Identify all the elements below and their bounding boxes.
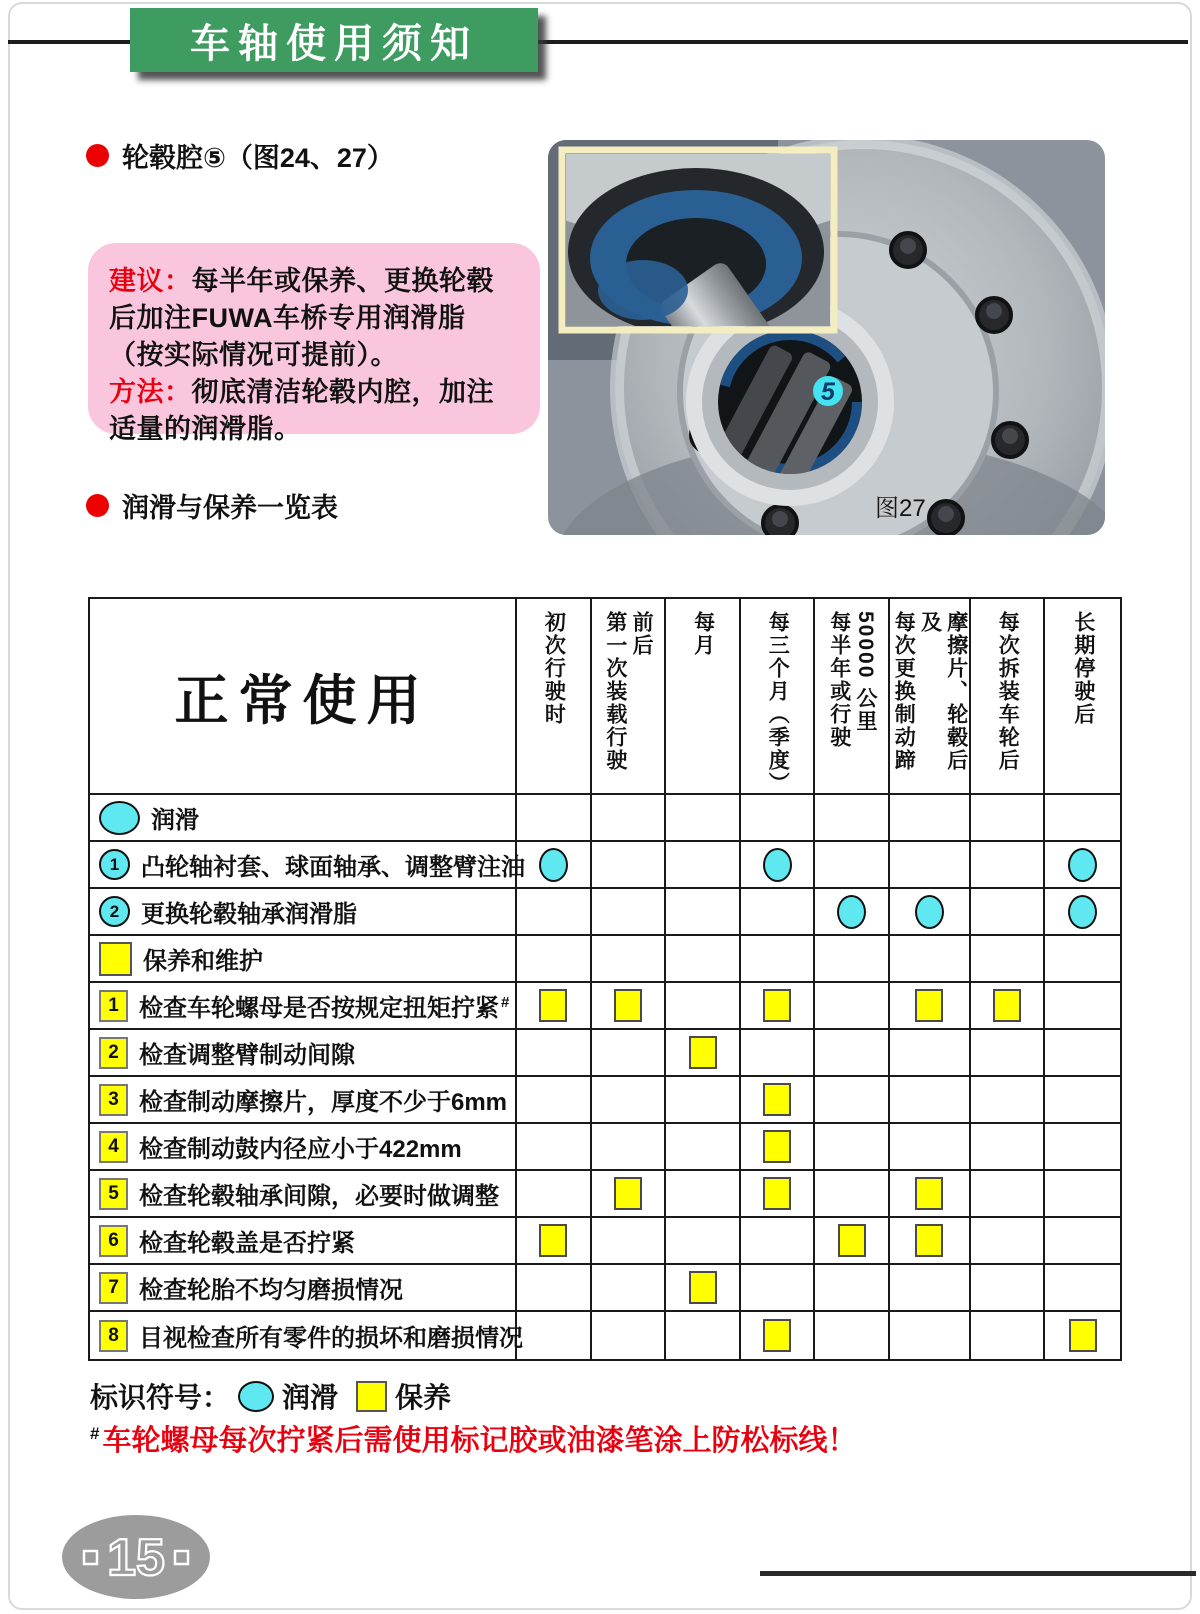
table-row-label bbox=[90, 889, 517, 936]
table-mark-cell bbox=[815, 983, 890, 1030]
column-header bbox=[517, 599, 592, 795]
table-mark-cell bbox=[815, 1030, 890, 1077]
table-mark-cell bbox=[815, 1124, 890, 1171]
numbered-square-icon: 6 bbox=[99, 1225, 128, 1257]
lubrication-mark bbox=[539, 848, 568, 882]
advice-label: 建议： bbox=[109, 266, 192, 296]
lubrication-mark bbox=[915, 895, 944, 929]
advice-paragraph bbox=[109, 263, 519, 374]
row-label-text: 检查制动鼓内径应小于422mm bbox=[139, 1136, 462, 1163]
table-mark-cell bbox=[1045, 795, 1120, 842]
table-mark-cell bbox=[741, 795, 816, 842]
table-mark-cell bbox=[971, 842, 1046, 889]
maintenance-mark bbox=[539, 1224, 567, 1257]
maintenance-mark bbox=[915, 1224, 943, 1257]
table-mark-cell bbox=[741, 936, 816, 983]
table-mark-cell bbox=[815, 889, 890, 936]
table-mark-cell bbox=[1045, 983, 1120, 1030]
hub-photo bbox=[548, 140, 1105, 535]
table-mark-cell bbox=[815, 1218, 890, 1265]
table-mark-cell bbox=[592, 1171, 667, 1218]
table-mark-cell bbox=[971, 1030, 1046, 1077]
table-mark-cell bbox=[666, 1265, 741, 1312]
table-mark-cell bbox=[517, 889, 592, 936]
lubrication-circle-icon bbox=[238, 1381, 274, 1412]
column-header bbox=[741, 599, 816, 795]
lubrication-mark bbox=[763, 848, 792, 882]
maintenance-mark bbox=[915, 989, 943, 1022]
table-mark-cell bbox=[592, 1265, 667, 1312]
section-heading-text: 轮毂腔⑤（图24、27） bbox=[122, 143, 394, 173]
red-bullet-icon bbox=[86, 144, 109, 167]
table-mark-cell bbox=[741, 889, 816, 936]
table-mark-cell bbox=[971, 1124, 1046, 1171]
page-number-badge bbox=[58, 1512, 214, 1607]
legend bbox=[90, 1376, 451, 1416]
figure-caption: 图27 bbox=[875, 495, 926, 522]
numbered-square-icon: 3 bbox=[99, 1084, 128, 1116]
table-mark-cell bbox=[1045, 936, 1120, 983]
table-mark-cell bbox=[666, 1124, 741, 1171]
advice-note bbox=[88, 243, 540, 444]
column-header bbox=[1045, 599, 1120, 795]
table-mark-cell bbox=[592, 1312, 667, 1359]
table-mark-cell bbox=[666, 936, 741, 983]
table-mark-cell bbox=[741, 1265, 816, 1312]
maintenance-mark bbox=[763, 1130, 791, 1163]
method-paragraph bbox=[109, 374, 519, 448]
table-mark-cell bbox=[815, 1171, 890, 1218]
column-header-text: 第一次装载行驶前后 bbox=[603, 611, 654, 772]
table-row-label bbox=[90, 983, 517, 1030]
table-mark-cell bbox=[517, 983, 592, 1030]
maintenance-mark bbox=[689, 1036, 717, 1069]
legend-square-label: 保养 bbox=[395, 1382, 452, 1413]
table-mark-cell bbox=[890, 1312, 971, 1359]
maintenance-mark bbox=[763, 1083, 791, 1116]
table-mark-cell bbox=[1045, 842, 1120, 889]
section-heading-hub-cavity bbox=[86, 136, 394, 175]
table-mark-cell bbox=[517, 1218, 592, 1265]
table-row-label bbox=[90, 1312, 523, 1359]
table-mark-cell bbox=[666, 795, 741, 842]
table-mark-cell bbox=[517, 1077, 592, 1124]
row-label-text: 目视检查所有零件的损坏和磨损情况 bbox=[139, 1325, 523, 1352]
table-row-label bbox=[90, 1171, 517, 1218]
page-title-text: 车轴使用须知 bbox=[190, 21, 478, 66]
maintenance-mark bbox=[539, 989, 567, 1022]
table-row-label bbox=[90, 936, 517, 983]
footer-rule bbox=[760, 1571, 1196, 1576]
table-mark-cell bbox=[666, 889, 741, 936]
maintenance-mark bbox=[614, 989, 642, 1022]
numbered-square-icon: 7 bbox=[99, 1272, 128, 1304]
figure-marker-text: 5 bbox=[821, 378, 835, 406]
maintenance-mark bbox=[838, 1224, 866, 1257]
column-header bbox=[666, 599, 741, 795]
table-mark-cell bbox=[666, 983, 741, 1030]
table-row-label bbox=[90, 1124, 517, 1171]
table-mark-cell bbox=[890, 1124, 971, 1171]
table-mark-cell bbox=[517, 1265, 592, 1312]
table-row-label bbox=[90, 842, 525, 889]
footnote bbox=[90, 1418, 856, 1459]
column-header-text: 每半年或行驶 50000 公里 bbox=[827, 611, 877, 749]
maintenance-mark bbox=[763, 1319, 791, 1352]
table-mark-cell bbox=[1045, 1030, 1120, 1077]
row-label-text: 检查制动摩擦片，厚度不少于6mm bbox=[139, 1089, 508, 1116]
table-mark-cell bbox=[971, 889, 1046, 936]
table-mark-cell bbox=[592, 1077, 667, 1124]
row-label-text: 检查调整臂制动间隙 bbox=[139, 1042, 355, 1069]
maintenance-square-icon bbox=[99, 942, 132, 976]
lubrication-mark bbox=[837, 895, 866, 929]
row-label-text: 凸轮轴衬套、球面轴承、调整臂注油 bbox=[141, 854, 525, 881]
lubrication-mark bbox=[1068, 848, 1097, 882]
section-heading-text: 润滑与保养一览表 bbox=[122, 493, 338, 523]
row-label-text: 润滑 bbox=[151, 807, 199, 834]
legend-label: 标识符号： bbox=[90, 1382, 231, 1413]
table-mark-cell bbox=[592, 1218, 667, 1265]
table-mark-cell bbox=[592, 1124, 667, 1171]
hub-photo-drawing bbox=[548, 140, 1105, 535]
table-mark-cell bbox=[815, 795, 890, 842]
table-mark-cell bbox=[890, 1030, 971, 1077]
table-mark-cell bbox=[741, 842, 816, 889]
numbered-square-icon: 4 bbox=[99, 1131, 128, 1163]
table-mark-cell bbox=[815, 1312, 890, 1359]
table-mark-cell bbox=[592, 795, 667, 842]
footnote-text: 车轮螺母每次拧紧后需使用标记胶或油漆笔涂上防松标线！ bbox=[102, 1425, 857, 1457]
row-label-text: 检查车轮螺母是否按规定扭矩拧紧 # bbox=[139, 994, 510, 1022]
table-mark-cell bbox=[517, 936, 592, 983]
maintenance-mark bbox=[689, 1271, 717, 1304]
table-mark-cell bbox=[666, 1218, 741, 1265]
table-row-label bbox=[90, 1077, 517, 1124]
column-header bbox=[592, 599, 667, 795]
maintenance-mark bbox=[614, 1177, 642, 1210]
page-number-text: 15 bbox=[107, 1529, 165, 1587]
column-header-text: 长期停驶后 bbox=[1071, 611, 1095, 726]
column-header bbox=[971, 599, 1046, 795]
table-mark-cell bbox=[741, 983, 816, 1030]
row-label-text: 更换轮毂轴承润滑脂 bbox=[141, 901, 357, 928]
page-number-drawing bbox=[58, 1512, 214, 1602]
table-mark-cell bbox=[741, 1312, 816, 1359]
table-mark-cell bbox=[517, 842, 592, 889]
table-mark-cell bbox=[815, 936, 890, 983]
table-mark-cell bbox=[971, 1312, 1046, 1359]
table-mark-cell bbox=[1045, 1218, 1120, 1265]
table-mark-cell bbox=[890, 936, 971, 983]
table-mark-cell bbox=[971, 936, 1046, 983]
column-header bbox=[815, 599, 890, 795]
maintenance-mark bbox=[915, 1177, 943, 1210]
section-heading-table bbox=[86, 486, 338, 525]
table-mark-cell bbox=[815, 1077, 890, 1124]
table-mark-cell bbox=[1045, 1124, 1120, 1171]
maintenance-schedule-table bbox=[88, 597, 1122, 1361]
table-mark-cell bbox=[971, 1077, 1046, 1124]
table-mark-cell bbox=[890, 842, 971, 889]
lubrication-circle-icon bbox=[99, 801, 140, 835]
row-label-text: 检查轮毂盖是否拧紧 bbox=[139, 1230, 355, 1257]
numbered-square-icon: 1 bbox=[99, 990, 128, 1022]
table-mark-cell bbox=[517, 795, 592, 842]
table-mark-cell bbox=[741, 1124, 816, 1171]
column-header bbox=[890, 599, 971, 795]
table-mark-cell bbox=[890, 1265, 971, 1312]
column-header-text: 初次行驶时 bbox=[542, 611, 566, 726]
column-header-text: 每三个月（季度） bbox=[766, 611, 790, 795]
table-mark-cell bbox=[592, 983, 667, 1030]
table-mark-cell bbox=[815, 1265, 890, 1312]
table-mark-cell bbox=[592, 1030, 667, 1077]
table-row-label bbox=[90, 1218, 517, 1265]
numbered-square-icon: 5 bbox=[99, 1178, 128, 1210]
table-mark-cell bbox=[666, 1077, 741, 1124]
numbered-circle-icon: 1 bbox=[99, 849, 130, 880]
table-mark-cell bbox=[890, 1171, 971, 1218]
table-mark-cell bbox=[890, 1077, 971, 1124]
table-mark-cell bbox=[666, 842, 741, 889]
numbered-square-icon: 8 bbox=[99, 1320, 128, 1352]
maintenance-mark bbox=[763, 989, 791, 1022]
red-bullet-icon bbox=[86, 494, 109, 517]
numbered-square-icon: 2 bbox=[99, 1037, 128, 1069]
table-mark-cell bbox=[971, 1218, 1046, 1265]
row-label-text: 检查轮胎不均匀磨损情况 bbox=[139, 1277, 403, 1304]
table-mark-cell bbox=[890, 889, 971, 936]
table-mark-cell bbox=[741, 1218, 816, 1265]
table-mark-cell bbox=[592, 842, 667, 889]
row-label-text: 检查轮毂轴承间隙，必要时做调整 bbox=[139, 1183, 499, 1210]
table-mark-cell bbox=[815, 842, 890, 889]
table-mark-cell bbox=[1045, 1171, 1120, 1218]
footnote-sup: # bbox=[90, 1424, 100, 1444]
column-header-text: 每月 bbox=[691, 611, 715, 657]
table-corner-cell: 正常使用 bbox=[90, 599, 517, 795]
table-mark-cell bbox=[1045, 1265, 1120, 1312]
page-title bbox=[130, 8, 538, 72]
lubrication-mark bbox=[1068, 895, 1097, 929]
table-mark-cell bbox=[890, 1218, 971, 1265]
table-row-label bbox=[90, 795, 517, 842]
table-mark-cell bbox=[1045, 1312, 1120, 1359]
table-row-label bbox=[90, 1030, 517, 1077]
table-mark-cell bbox=[666, 1030, 741, 1077]
table-mark-cell bbox=[741, 1171, 816, 1218]
table-mark-cell bbox=[1045, 889, 1120, 936]
table-mark-cell bbox=[971, 795, 1046, 842]
column-header-text: 每次更换制动蹄及 摩擦片、轮毂后 bbox=[892, 611, 968, 772]
maintenance-mark bbox=[763, 1177, 791, 1210]
maintenance-mark bbox=[1069, 1319, 1097, 1352]
table-mark-cell bbox=[592, 889, 667, 936]
maintenance-square-icon bbox=[356, 1381, 387, 1412]
method-text: 彻底清洁轮毂内腔，加注适量的润滑脂。 bbox=[109, 376, 494, 444]
table-mark-cell bbox=[741, 1030, 816, 1077]
table-mark-cell bbox=[1045, 1077, 1120, 1124]
table-mark-cell bbox=[890, 795, 971, 842]
row-label-text: 保养和维护 bbox=[143, 948, 263, 975]
column-header-text: 每次拆装车轮后 bbox=[996, 611, 1020, 772]
table-mark-cell bbox=[517, 1312, 592, 1359]
table-mark-cell bbox=[971, 1171, 1046, 1218]
table-mark-cell bbox=[741, 1077, 816, 1124]
table-mark-cell bbox=[517, 1030, 592, 1077]
legend-circle-label: 润滑 bbox=[282, 1382, 339, 1413]
method-label: 方法： bbox=[109, 376, 192, 407]
row-label-sup: # bbox=[501, 994, 510, 1011]
table-mark-cell bbox=[971, 1265, 1046, 1312]
table-mark-cell bbox=[666, 1171, 741, 1218]
table-mark-cell bbox=[592, 936, 667, 983]
table-row-label bbox=[90, 1265, 517, 1312]
table-mark-cell bbox=[666, 1312, 741, 1359]
table-mark-cell bbox=[890, 983, 971, 1030]
table-mark-cell bbox=[517, 1124, 592, 1171]
advice-text: 每半年或保养、更换轮毂后加注FUWA车桥专用润滑脂（按实际情况可提前）。 bbox=[109, 266, 494, 370]
table-mark-cell bbox=[517, 1171, 592, 1218]
table-mark-cell bbox=[971, 983, 1046, 1030]
maintenance-mark bbox=[993, 989, 1021, 1022]
numbered-circle-icon: 2 bbox=[99, 896, 130, 927]
figure-marker-badge bbox=[813, 376, 843, 406]
